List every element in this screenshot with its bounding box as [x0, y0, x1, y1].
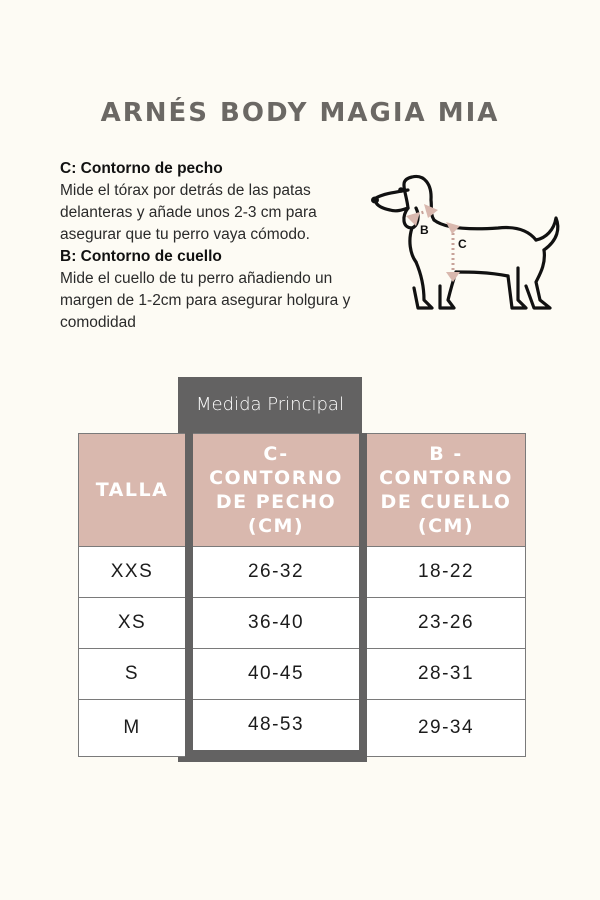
cell-neck: 18-22 [363, 547, 526, 598]
neck-text: Mide el cuello de tu perro añadiendo un margen de 1-2cm para asegurar holgura y comodidad [60, 270, 351, 331]
dog-eye [398, 187, 404, 193]
page-title: ARNÉS BODY MAGIA MIA [100, 98, 500, 128]
dog-tail-outline [536, 218, 558, 250]
cell-size: M [79, 700, 190, 757]
dog-nose [371, 197, 379, 204]
cell-chest: 40-45 [189, 649, 363, 700]
dog-snout-outline [376, 190, 408, 211]
cell-neck: 29-34 [363, 700, 526, 757]
header-chest: C- CONTORNO DE PECHO (CM) [189, 434, 363, 547]
cell-chest: 36-40 [189, 598, 363, 649]
main-measure-label: Medida Principal [196, 394, 344, 415]
table-row [79, 598, 526, 649]
chest-marker-top [446, 222, 460, 234]
dog-measurement-diagram [368, 168, 564, 318]
diagram-label-c: C [458, 237, 467, 251]
cell-neck: 23-26 [363, 598, 526, 649]
table-row [79, 649, 526, 700]
table-header-row [79, 434, 526, 547]
cell-neck: 28-31 [363, 649, 526, 700]
chest-marker-bottom [446, 272, 460, 282]
table-row [79, 547, 526, 598]
header-size: TALLA [79, 434, 190, 547]
neck-heading: B: Contorno de cuello [60, 248, 222, 265]
measurement-instructions [60, 158, 360, 334]
cell-size: XXS [79, 547, 190, 598]
cell-chest: 26-32 [189, 547, 363, 598]
header-neck: B - CONTORNO DE CUELLO (CM) [363, 434, 526, 547]
chest-heading: C: Contorno de pecho [60, 160, 223, 177]
table-row [79, 700, 526, 757]
cell-chest: 48-53 [189, 700, 363, 757]
chest-text: Mide el tórax por detrás de las patas delanteras y añade unos 2-3 cm para asegurar que tu perro vaya cómodo. [60, 182, 317, 243]
size-table [78, 433, 526, 762]
diagram-label-b: B [420, 223, 429, 237]
cell-size: S [79, 649, 190, 700]
cell-size: XS [79, 598, 190, 649]
